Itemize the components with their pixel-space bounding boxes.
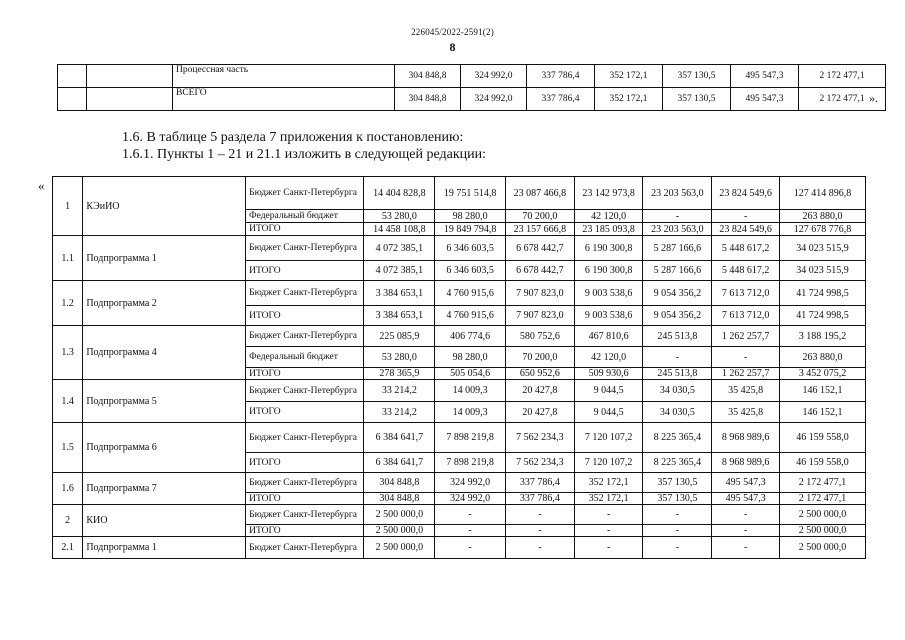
value-cell: 337 786,4 [527,88,595,111]
item-number: 1.1 [53,236,83,281]
paragraph-1-6: 1.6. В таблице 5 раздела 7 приложения к постановлению: [122,130,464,145]
value-cell: - [712,210,780,223]
value-cell: 98 280,0 [435,210,506,223]
value-cell: 23 185 093,8 [574,223,643,236]
value-cell: 337 786,4 [505,493,574,505]
source-label: ИТОГО [246,368,364,380]
value-cell: 9 044,5 [574,402,643,423]
value-cell: 5 448 617,2 [712,236,780,261]
value-cell: 35 425,8 [712,402,780,423]
financing-table [52,176,866,559]
value-cell: 2 500 000,0 [364,505,435,525]
value-cell: 467 810,6 [574,326,643,347]
value-cell: - [712,537,780,559]
value-cell: 6 346 603,5 [435,236,506,261]
value-cell: 34 030,5 [643,380,712,402]
value-cell: 7 120 107,2 [574,423,643,453]
value-cell: 23 157 666,8 [505,223,574,236]
value-cell: 495 547,3 [731,88,799,111]
value-cell: - [574,505,643,525]
table-row [53,281,866,306]
value-cell: - [643,537,712,559]
value-cell: 1 262 257,7 [712,368,780,380]
value-cell: 9 054 356,2 [643,306,712,326]
value-cell: - [435,505,506,525]
value-cell: 7 907 823,0 [505,306,574,326]
closing-quote: ». [869,91,878,105]
value-cell: 53 280,0 [364,347,435,368]
value-cell: 495 547,3 [712,473,780,493]
value-cell: 7 907 823,0 [505,281,574,306]
table-row [53,505,866,525]
value-cell: 46 159 558,0 [779,423,865,453]
value-cell: 3 452 075,2 [779,368,865,380]
source-label: Бюджет Санкт-Петербурга [246,326,364,347]
value-cell: - [712,347,780,368]
value-cell: 2 500 000,0 [364,525,435,537]
value-cell: 263 880,0 [779,347,865,368]
table-row [53,537,866,559]
continuation-table [57,64,886,111]
value-cell: 304 848,8 [364,493,435,505]
value-cell: 3 188 195,2 [779,326,865,347]
value-cell: 6 678 442,7 [505,261,574,281]
item-name: Подпрограмма 5 [83,380,246,423]
source-label: Бюджет Санкт-Петербурга [246,177,364,210]
value-cell: 23 824 549,6 [712,223,780,236]
table-row [53,326,866,347]
value-cell: - [712,525,780,537]
table-row [53,236,866,261]
value-cell: 6 346 603,5 [435,261,506,281]
item-number: 1 [53,177,83,236]
value-cell: - [435,525,506,537]
value-cell: 2 500 000,0 [364,537,435,559]
item-name: Подпрограмма 1 [83,236,246,281]
page-number: 8 [449,40,456,54]
value-cell: - [643,210,712,223]
continuation-row [58,88,886,111]
source-label: ИТОГО [246,493,364,505]
value-cell: 324 992,0 [435,493,506,505]
value-cell: 42 120,0 [574,347,643,368]
value-cell: 352 172,1 [595,65,663,88]
value-cell: 34 030,5 [643,402,712,423]
value-cell: 7 613 712,0 [712,306,780,326]
value-cell: 8 968 989,6 [712,453,780,473]
value-cell: 357 130,5 [663,88,731,111]
value-cell: 35 425,8 [712,380,780,402]
value-cell: 9 003 538,6 [574,306,643,326]
item-name: КИО [83,505,246,537]
value-cell: 23 203 563,0 [643,177,712,210]
source-label: Федеральный бюджет [246,347,364,368]
value-cell: 2 172 477,1 [779,473,865,493]
value-cell: 580 752,6 [505,326,574,347]
value-cell: - [712,505,780,525]
value-cell: 23 142 973,8 [574,177,643,210]
continuation-row [58,65,886,88]
value-cell: 2 500 000,0 [779,537,865,559]
value-cell: 14 458 108,8 [364,223,435,236]
value-cell: 8 225 365,4 [643,453,712,473]
value-cell: 9 003 538,6 [574,281,643,306]
value-cell: 23 824 549,6 [712,177,780,210]
value-cell: 3 384 653,1 [364,306,435,326]
value-cell: 8 968 989,6 [712,423,780,453]
value-cell: 98 280,0 [435,347,506,368]
row-name: ВСЕГО [173,88,395,111]
opening-quote: « [38,178,45,193]
value-cell: 70 200,0 [505,210,574,223]
value-cell: 2 172 477,1 [799,88,886,111]
value-cell: 278 365,9 [364,368,435,380]
value-cell: 245 513,8 [643,368,712,380]
value-cell: 6 384 641,7 [364,423,435,453]
value-cell: 304 848,8 [395,65,461,88]
value-cell: 245 513,8 [643,326,712,347]
item-name: Подпрограмма 1 [83,537,246,559]
value-cell: 357 130,5 [643,493,712,505]
value-cell: - [435,537,506,559]
value-cell: 225 085,9 [364,326,435,347]
value-cell: 7 898 219,8 [435,423,506,453]
value-cell: 352 172,1 [574,493,643,505]
value-cell: 505 054,6 [435,368,506,380]
value-cell: 6 190 300,8 [574,236,643,261]
value-cell: 337 786,4 [527,65,595,88]
value-cell: 2 500 000,0 [779,525,865,537]
item-number: 1.2 [53,281,83,326]
value-cell: 34 023 515,9 [779,236,865,261]
value-cell: 9 054 356,2 [643,281,712,306]
value-cell: 4 760 915,6 [435,306,506,326]
value-cell: 14 009,3 [435,402,506,423]
value-cell: 14 404 828,8 [364,177,435,210]
table-row [53,177,866,210]
value-cell: 19 751 514,8 [435,177,506,210]
document-code: 226045/2022-2591(2) [411,27,494,37]
value-cell: 4 072 385,1 [364,236,435,261]
item-number: 1.5 [53,423,83,473]
table-row [53,380,866,402]
source-label: ИТОГО [246,525,364,537]
value-cell: 4 760 915,6 [435,281,506,306]
value-cell: 41 724 998,5 [779,281,865,306]
value-cell: 33 214,2 [364,402,435,423]
value-cell: 20 427,8 [505,402,574,423]
value-cell: 357 130,5 [663,65,731,88]
value-cell: 337 786,4 [505,473,574,493]
source-label: Бюджет Санкт-Петербурга [246,537,364,559]
value-cell: 509 930,6 [574,368,643,380]
value-cell: 146 152,1 [779,380,865,402]
item-number: 1.6 [53,473,83,505]
empty-cell [87,65,173,88]
row-name: Процессная часть [173,65,395,88]
empty-cell [58,65,87,88]
paragraph-1-6-1: 1.6.1. Пункты 1 – 21 и 21.1 изложить в следующей редакции: [122,147,487,162]
item-name: Подпрограмма 6 [83,423,246,473]
source-label: Бюджет Санкт-Петербурга [246,423,364,453]
source-label: ИТОГО [246,261,364,281]
value-cell: - [505,537,574,559]
value-cell: 263 880,0 [779,210,865,223]
value-cell: - [574,537,643,559]
source-label: ИТОГО [246,453,364,473]
value-cell: 34 023 515,9 [779,261,865,281]
value-cell: 1 262 257,7 [712,326,780,347]
value-cell: 324 992,0 [435,473,506,493]
value-cell: 7 562 234,3 [505,423,574,453]
item-number: 2 [53,505,83,537]
value-cell: 324 992,0 [461,65,527,88]
value-cell: 70 200,0 [505,347,574,368]
source-label: ИТОГО [246,402,364,423]
value-cell: 9 044,5 [574,380,643,402]
value-cell: 23 087 466,8 [505,177,574,210]
value-cell: 5 448 617,2 [712,261,780,281]
value-cell: 4 072 385,1 [364,261,435,281]
source-label: ИТОГО [246,223,364,236]
item-number: 2.1 [53,537,83,559]
value-cell: 7 898 219,8 [435,453,506,473]
value-cell: 2 172 477,1 [779,493,865,505]
item-name: Подпрограмма 4 [83,326,246,380]
value-cell: 406 774,6 [435,326,506,347]
source-label: Бюджет Санкт-Петербурга [246,473,364,493]
value-cell: 304 848,8 [395,88,461,111]
empty-cell [58,88,87,111]
value-cell: - [505,505,574,525]
source-label: ИТОГО [246,306,364,326]
value-cell: 352 172,1 [595,88,663,111]
value-cell: 324 992,0 [461,88,527,111]
item-number: 1.4 [53,380,83,423]
value-cell: 19 849 794,8 [435,223,506,236]
value-cell: 127 414 896,8 [779,177,865,210]
value-cell: 7 120 107,2 [574,453,643,473]
value-cell: 20 427,8 [505,380,574,402]
value-cell: 495 547,3 [731,65,799,88]
value-cell: 650 952,6 [505,368,574,380]
value-cell: 352 172,1 [574,473,643,493]
source-label: Бюджет Санкт-Петербурга [246,236,364,261]
value-cell: 2 172 477,1 [799,65,886,88]
source-label: Бюджет Санкт-Петербурга [246,380,364,402]
value-cell: 127 678 776,8 [779,223,865,236]
table-row [53,473,866,493]
value-cell: - [643,505,712,525]
value-cell: 53 280,0 [364,210,435,223]
table-row [53,423,866,453]
item-name: Подпрограмма 7 [83,473,246,505]
value-cell: 6 678 442,7 [505,236,574,261]
value-cell: 5 287 166,6 [643,261,712,281]
source-label: Бюджет Санкт-Петербурга [246,281,364,306]
value-cell: 146 152,1 [779,402,865,423]
source-label: Бюджет Санкт-Петербурга [246,505,364,525]
value-cell: 42 120,0 [574,210,643,223]
value-cell: 6 190 300,8 [574,261,643,281]
item-name: Подпрограмма 2 [83,281,246,326]
value-cell: - [574,525,643,537]
value-cell: 14 009,3 [435,380,506,402]
value-cell: 3 384 653,1 [364,281,435,306]
value-cell: 6 384 641,7 [364,453,435,473]
value-cell: - [643,347,712,368]
value-cell: 7 613 712,0 [712,281,780,306]
value-cell: 33 214,2 [364,380,435,402]
value-cell: - [643,525,712,537]
value-cell: 357 130,5 [643,473,712,493]
value-cell: 5 287 166,6 [643,236,712,261]
source-label: Федеральный бюджет [246,210,364,223]
value-cell: 41 724 998,5 [779,306,865,326]
empty-cell [87,88,173,111]
item-number: 1.3 [53,326,83,380]
value-cell: 304 848,8 [364,473,435,493]
item-name: КЭиИО [83,177,246,236]
value-cell: 7 562 234,3 [505,453,574,473]
value-cell: - [505,525,574,537]
value-cell: 495 547,3 [712,493,780,505]
value-cell: 8 225 365,4 [643,423,712,453]
value-cell: 2 500 000,0 [779,505,865,525]
value-cell: 46 159 558,0 [779,453,865,473]
value-cell: 23 203 563,0 [643,223,712,236]
